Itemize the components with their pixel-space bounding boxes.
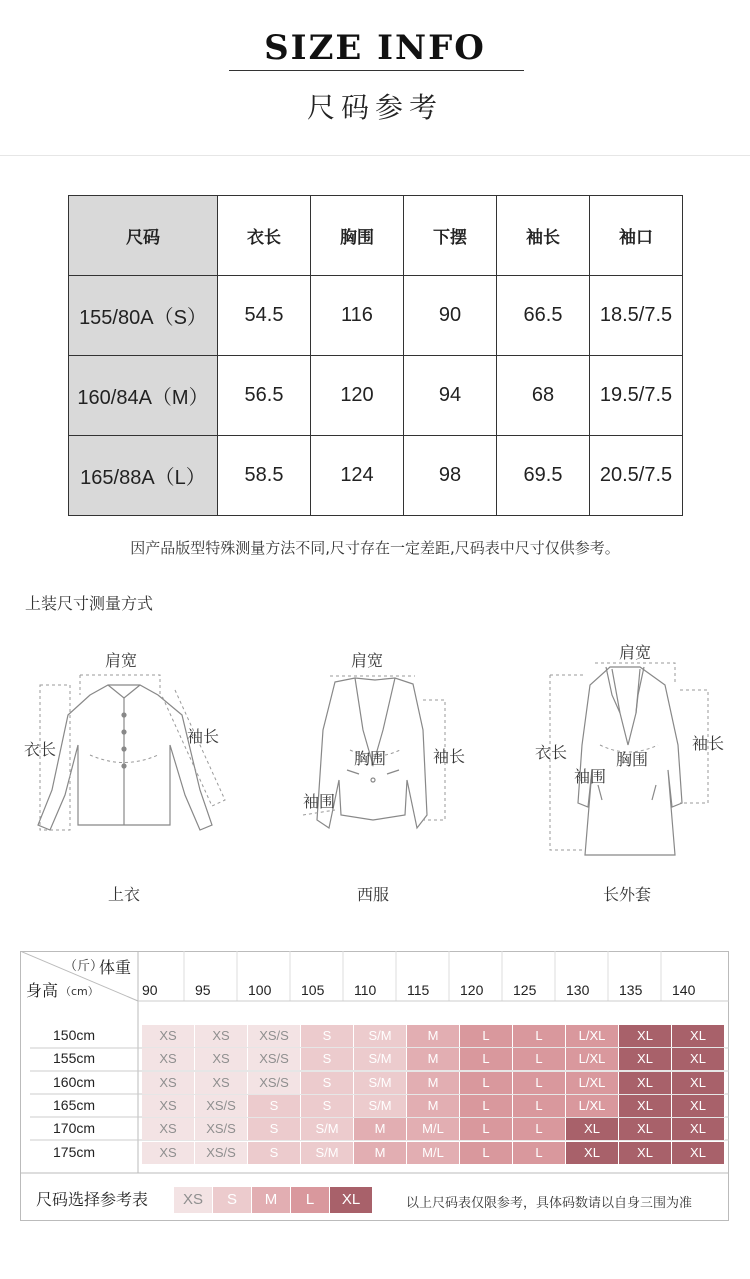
grid-cell: L/XL	[566, 1072, 619, 1094]
grid-cell: XS	[195, 1048, 248, 1070]
weight-header: 135	[619, 982, 643, 998]
grid-cell: L	[460, 1048, 513, 1070]
cell-hem: 98	[404, 436, 497, 516]
grid-cell: XS	[142, 1048, 195, 1070]
grid-cell: S	[248, 1095, 301, 1117]
corner-height-unit: （cm）	[60, 985, 99, 998]
cell-chest: 120	[311, 356, 404, 436]
height-header: 150cm	[53, 1027, 96, 1043]
corner-weight: 体重	[99, 958, 132, 977]
measure-title: 上装尺寸测量方式	[25, 594, 154, 613]
weight-header: 125	[513, 982, 537, 998]
suit-cuff-label: 袖围	[303, 792, 336, 811]
grid-cell: XS/S	[248, 1048, 301, 1070]
header-sleeve: 袖长	[497, 196, 590, 276]
cell-chest: 124	[311, 436, 404, 516]
cell-hem: 90	[404, 276, 497, 356]
grid-cell: XS/S	[248, 1025, 301, 1047]
header-divider	[0, 155, 750, 156]
cell-size: 165/88A（L）	[69, 436, 218, 516]
grid-cell: XL	[672, 1095, 725, 1117]
cell-chest: 116	[311, 276, 404, 356]
grid-cell: XS/S	[195, 1118, 248, 1140]
title-cn: 尺码参考	[306, 91, 443, 124]
title-underline	[229, 70, 524, 71]
weight-header: 100	[248, 982, 272, 998]
legend-swatch: S	[213, 1187, 251, 1213]
cell-cuff: 19.5/7.5	[590, 356, 683, 436]
grid-cell: L	[513, 1025, 566, 1047]
cell-size: 155/80A（S）	[69, 276, 218, 356]
grid-cell: L	[513, 1142, 566, 1164]
legend-swatch: XL	[330, 1187, 372, 1213]
suit-chest-label: 胸围	[354, 749, 387, 768]
grid-cell: XS/S	[248, 1072, 301, 1094]
grid-cell: L	[513, 1118, 566, 1140]
grid-cell: L/XL	[566, 1095, 619, 1117]
header-cuff: 袖口	[590, 196, 683, 276]
grid-cell: XS/S	[195, 1095, 248, 1117]
grid-cell: XS	[142, 1095, 195, 1117]
grid-cell: XL	[619, 1072, 672, 1094]
grid-cell: XL	[619, 1118, 672, 1140]
grid-cell: XL	[566, 1142, 619, 1164]
cell-sleeve: 69.5	[497, 436, 590, 516]
grid-cell: XL	[672, 1048, 725, 1070]
cell-length: 54.5	[218, 276, 311, 356]
shirt-length-label: 衣长	[24, 740, 57, 759]
weight-header: 95	[195, 982, 211, 998]
shirt-caption: 上衣	[108, 885, 141, 904]
grid-cell: M	[407, 1072, 460, 1094]
grid-cell: L	[460, 1072, 513, 1094]
cell-size: 160/84A（M）	[69, 356, 218, 436]
corner-weight-unit: （斤）	[64, 959, 104, 974]
size-table	[68, 195, 683, 516]
shirt-sleeve-label: 袖长	[187, 727, 220, 746]
cell-sleeve: 66.5	[497, 276, 590, 356]
grid-cell: XL	[672, 1118, 725, 1140]
grid-cell: S	[248, 1142, 301, 1164]
header-hem: 下摆	[404, 196, 497, 276]
grid-cell: XS	[142, 1142, 195, 1164]
weight-header: 90	[142, 982, 158, 998]
grid-cell: L	[460, 1095, 513, 1117]
grid-cell: S	[248, 1118, 301, 1140]
grid-cell: S/M	[354, 1072, 407, 1094]
size-note: 因产品版型特殊测量方法不同,尺寸存在一定差距,尺码表中尺寸仅供参考。	[130, 539, 620, 557]
grid-cell: L	[460, 1025, 513, 1047]
grid-cell: XS	[142, 1118, 195, 1140]
grid-cell: S/M	[354, 1048, 407, 1070]
legend-swatch: M	[252, 1187, 290, 1213]
coat-shoulder-label: 肩宽	[619, 643, 652, 662]
grid-cell: M	[354, 1118, 407, 1140]
grid-cell: M	[354, 1142, 407, 1164]
grid-cell: XL	[619, 1025, 672, 1047]
size-table-header	[69, 196, 683, 276]
weight-header: 115	[407, 982, 430, 998]
grid-cell: XS	[142, 1025, 195, 1047]
grid-cell: M	[407, 1048, 460, 1070]
grid-cell: XS	[195, 1072, 248, 1094]
cell-cuff: 20.5/7.5	[590, 436, 683, 516]
grid-cell: S	[301, 1072, 354, 1094]
grid-cell: L	[460, 1142, 513, 1164]
grid-cell: L	[460, 1118, 513, 1140]
shirt-shoulder-label: 肩宽	[105, 651, 138, 670]
suit-shoulder-label: 肩宽	[351, 651, 384, 670]
suit-caption: 西服	[357, 885, 390, 904]
grid-cell: XS	[195, 1025, 248, 1047]
legend-swatch: XS	[174, 1187, 212, 1213]
coat-cuff-label: 袖围	[574, 767, 607, 786]
weight-header: 120	[460, 982, 484, 998]
grid-cell: XL	[672, 1025, 725, 1047]
cell-length: 58.5	[218, 436, 311, 516]
height-header: 170cm	[53, 1120, 96, 1137]
grid-cell: M	[407, 1095, 460, 1117]
header-length: 衣长	[218, 196, 311, 276]
grid-cell: L/XL	[566, 1025, 619, 1047]
grid-cell: S/M	[354, 1095, 407, 1117]
table-row	[69, 356, 683, 436]
weight-header: 130	[566, 982, 590, 998]
grid-cell: S	[301, 1025, 354, 1047]
header-chest: 胸围	[311, 196, 404, 276]
cell-length: 56.5	[218, 356, 311, 436]
grid-cell: S/M	[301, 1142, 354, 1164]
cell-cuff: 18.5/7.5	[590, 276, 683, 356]
grid-cell: L	[513, 1048, 566, 1070]
grid-cell: M/L	[407, 1142, 460, 1164]
weight-header: 105	[301, 982, 325, 998]
table-row	[69, 436, 683, 516]
corner-height: 身高	[26, 981, 59, 1000]
legend-note: 以上尺码表仅限参考，具体码数请以自身三围为准	[406, 1196, 693, 1211]
coat-sleeve-label: 袖长	[692, 734, 725, 753]
cell-sleeve: 68	[497, 356, 590, 436]
grid-cell: XL	[619, 1095, 672, 1117]
coat-chest-label: 胸围	[616, 750, 649, 769]
header-size: 尺码	[69, 196, 218, 276]
grid-cell: XL	[619, 1048, 672, 1070]
title-en: SIZE INFO	[264, 28, 486, 68]
weight-header: 110	[354, 982, 377, 998]
height-header: 165cm	[53, 1096, 96, 1113]
coat-length-label: 衣长	[535, 743, 568, 762]
shirt-illustration	[30, 660, 240, 840]
legend-swatch: L	[291, 1187, 329, 1213]
suit-sleeve-label: 袖长	[433, 747, 466, 766]
grid-cell: S/M	[354, 1025, 407, 1047]
height-header: 175cm	[53, 1143, 96, 1160]
cell-hem: 94	[404, 356, 497, 436]
coat-caption: 长外套	[603, 885, 652, 904]
table-row	[69, 276, 683, 356]
grid-cell: XL	[619, 1142, 672, 1164]
grid-cell: M/L	[407, 1118, 460, 1140]
grid-cell: M	[407, 1025, 460, 1047]
grid-cell: S	[301, 1048, 354, 1070]
grid-cell: XL	[672, 1142, 725, 1164]
grid-cell: L	[513, 1095, 566, 1117]
height-header: 155cm	[53, 1050, 96, 1067]
grid-cell: XS/S	[195, 1142, 248, 1164]
grid-cell: XS	[142, 1072, 195, 1094]
grid-cell: S	[301, 1095, 354, 1117]
grid-cell: L	[513, 1072, 566, 1094]
weight-header: 140	[672, 982, 696, 998]
grid-cell: XL	[672, 1072, 725, 1094]
grid-cell: L/XL	[566, 1048, 619, 1070]
grid-cell: S/M	[301, 1118, 354, 1140]
grid-cell: XL	[566, 1118, 619, 1140]
height-header: 160cm	[53, 1073, 96, 1090]
legend-title: 尺码选择参考表	[36, 1190, 149, 1209]
